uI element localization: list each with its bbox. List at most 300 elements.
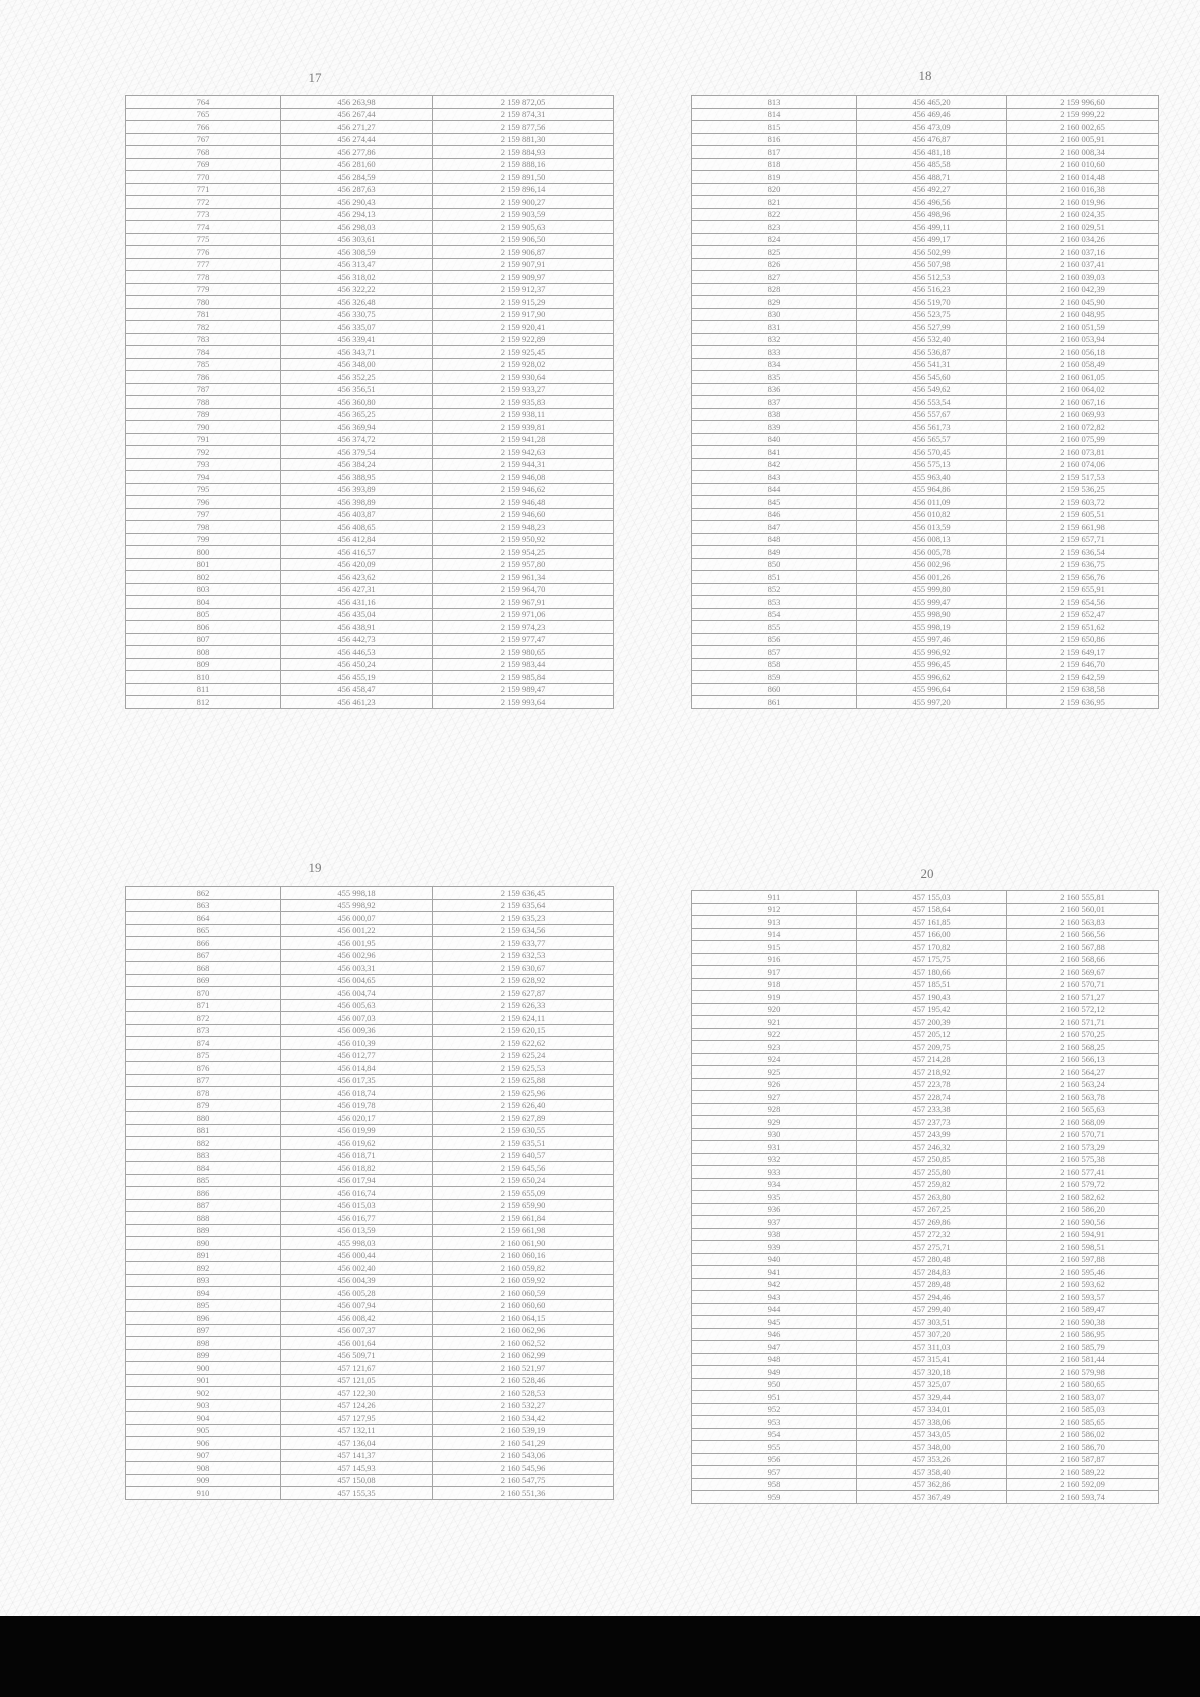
table-row bbox=[126, 1012, 614, 1025]
x-coordinate-cell: 456 010,82 bbox=[857, 508, 1007, 521]
y-coordinate-cell: 2 160 059,92 bbox=[433, 1274, 614, 1287]
y-coordinate-cell: 2 159 625,96 bbox=[433, 1087, 614, 1100]
point-number-cell: 795 bbox=[126, 483, 281, 496]
x-coordinate-cell: 456 450,24 bbox=[281, 658, 433, 671]
y-coordinate-cell: 2 160 586,70 bbox=[1007, 1441, 1159, 1454]
x-coordinate-cell: 456 461,23 bbox=[281, 696, 433, 709]
x-coordinate-cell: 456 343,71 bbox=[281, 346, 433, 359]
x-coordinate-cell: 456 001,22 bbox=[281, 924, 433, 937]
point-number-cell: 789 bbox=[126, 408, 281, 421]
table-row bbox=[692, 671, 1159, 684]
x-coordinate-cell: 456 469,46 bbox=[857, 108, 1007, 121]
table-row bbox=[126, 183, 614, 196]
table-row bbox=[126, 1024, 614, 1037]
y-coordinate-cell: 2 159 649,17 bbox=[1007, 646, 1159, 659]
x-coordinate-cell: 457 166,00 bbox=[857, 928, 1007, 941]
y-coordinate-cell: 2 159 642,59 bbox=[1007, 671, 1159, 684]
y-coordinate-cell: 2 159 920,41 bbox=[433, 321, 614, 334]
point-number-cell: 889 bbox=[126, 1224, 281, 1237]
x-coordinate-cell: 457 325,07 bbox=[857, 1378, 1007, 1391]
x-coordinate-cell: 456 294,13 bbox=[281, 208, 433, 221]
point-number-cell: 780 bbox=[126, 296, 281, 309]
point-number-cell: 835 bbox=[692, 371, 857, 384]
y-coordinate-cell: 2 159 636,45 bbox=[433, 887, 614, 900]
table-row bbox=[692, 1203, 1159, 1216]
y-coordinate-cell: 2 160 575,38 bbox=[1007, 1153, 1159, 1166]
table-row bbox=[692, 433, 1159, 446]
point-number-cell: 772 bbox=[126, 196, 281, 209]
point-number-cell: 791 bbox=[126, 433, 281, 446]
x-coordinate-cell: 457 170,82 bbox=[857, 941, 1007, 954]
y-coordinate-cell: 2 160 074,06 bbox=[1007, 458, 1159, 471]
x-coordinate-cell: 456 011,09 bbox=[857, 496, 1007, 509]
point-number-cell: 907 bbox=[126, 1449, 281, 1462]
table-row bbox=[692, 1153, 1159, 1166]
table-row bbox=[126, 108, 614, 121]
point-number-cell: 836 bbox=[692, 383, 857, 396]
table-row bbox=[126, 1349, 614, 1362]
table-row bbox=[692, 183, 1159, 196]
table-row bbox=[126, 1262, 614, 1275]
point-number-cell: 805 bbox=[126, 608, 281, 621]
table-row bbox=[692, 1103, 1159, 1116]
y-coordinate-cell: 2 159 938,11 bbox=[433, 408, 614, 421]
x-coordinate-cell: 457 150,08 bbox=[281, 1474, 433, 1487]
x-coordinate-cell: 455 996,62 bbox=[857, 671, 1007, 684]
y-coordinate-cell: 2 159 627,87 bbox=[433, 987, 614, 1000]
table-row bbox=[126, 421, 614, 434]
x-coordinate-cell: 456 287,63 bbox=[281, 183, 433, 196]
point-number-cell: 848 bbox=[692, 533, 857, 546]
point-number-cell: 777 bbox=[126, 258, 281, 271]
x-coordinate-cell: 457 334,01 bbox=[857, 1403, 1007, 1416]
x-coordinate-cell: 456 322,22 bbox=[281, 283, 433, 296]
y-coordinate-cell: 2 159 635,23 bbox=[433, 912, 614, 925]
table-row bbox=[126, 396, 614, 409]
y-coordinate-cell: 2 159 964,70 bbox=[433, 583, 614, 596]
point-number-cell: 819 bbox=[692, 171, 857, 184]
x-coordinate-cell: 457 132,11 bbox=[281, 1424, 433, 1437]
table-row bbox=[126, 96, 614, 109]
x-coordinate-cell: 456 005,63 bbox=[281, 999, 433, 1012]
y-coordinate-cell: 2 159 912,37 bbox=[433, 283, 614, 296]
y-coordinate-cell: 2 160 014,48 bbox=[1007, 171, 1159, 184]
y-coordinate-cell: 2 159 946,08 bbox=[433, 471, 614, 484]
x-coordinate-cell: 457 362,86 bbox=[857, 1478, 1007, 1491]
y-coordinate-cell: 2 160 042,39 bbox=[1007, 283, 1159, 296]
point-number-cell: 958 bbox=[692, 1478, 857, 1491]
point-number-cell: 815 bbox=[692, 121, 857, 134]
x-coordinate-cell: 457 195,42 bbox=[857, 1003, 1007, 1016]
table-row bbox=[126, 271, 614, 284]
point-number-cell: 947 bbox=[692, 1341, 857, 1354]
point-number-cell: 837 bbox=[692, 396, 857, 409]
page-number: 20 bbox=[920, 866, 934, 881]
y-coordinate-cell: 2 159 636,75 bbox=[1007, 558, 1159, 571]
table-row bbox=[692, 121, 1159, 134]
y-coordinate-cell: 2 159 942,63 bbox=[433, 446, 614, 459]
table-row bbox=[692, 246, 1159, 259]
x-coordinate-cell: 457 275,71 bbox=[857, 1241, 1007, 1254]
table-row bbox=[692, 258, 1159, 271]
point-number-cell: 887 bbox=[126, 1199, 281, 1212]
x-coordinate-cell: 457 367,49 bbox=[857, 1491, 1007, 1504]
point-number-cell: 884 bbox=[126, 1162, 281, 1175]
table-row bbox=[692, 1028, 1159, 1041]
y-coordinate-cell: 2 159 930,64 bbox=[433, 371, 614, 384]
x-coordinate-cell: 456 435,04 bbox=[281, 608, 433, 621]
point-number-cell: 817 bbox=[692, 146, 857, 159]
y-coordinate-cell: 2 159 989,47 bbox=[433, 683, 614, 696]
table-row bbox=[692, 321, 1159, 334]
x-coordinate-cell: 456 575,13 bbox=[857, 458, 1007, 471]
point-number-cell: 953 bbox=[692, 1416, 857, 1429]
table-row bbox=[126, 1474, 614, 1487]
x-coordinate-cell: 456 532,40 bbox=[857, 333, 1007, 346]
table-row bbox=[692, 1378, 1159, 1391]
point-number-cell: 917 bbox=[692, 966, 857, 979]
y-coordinate-cell: 2 159 917,90 bbox=[433, 308, 614, 321]
x-coordinate-cell: 456 557,67 bbox=[857, 408, 1007, 421]
y-coordinate-cell: 2 160 010,60 bbox=[1007, 158, 1159, 171]
y-coordinate-cell: 2 159 635,51 bbox=[433, 1137, 614, 1150]
point-number-cell: 875 bbox=[126, 1049, 281, 1062]
point-number-cell: 942 bbox=[692, 1278, 857, 1291]
y-coordinate-cell: 2 160 568,66 bbox=[1007, 953, 1159, 966]
y-coordinate-cell: 2 159 939,81 bbox=[433, 421, 614, 434]
table-row bbox=[692, 916, 1159, 929]
x-coordinate-cell: 457 214,28 bbox=[857, 1053, 1007, 1066]
x-coordinate-cell: 456 007,37 bbox=[281, 1324, 433, 1337]
point-number-cell: 902 bbox=[126, 1387, 281, 1400]
x-coordinate-cell: 456 018,82 bbox=[281, 1162, 433, 1175]
x-coordinate-cell: 456 267,44 bbox=[281, 108, 433, 121]
table-row bbox=[692, 1303, 1159, 1316]
x-coordinate-cell: 457 353,26 bbox=[857, 1453, 1007, 1466]
point-number-cell: 882 bbox=[126, 1137, 281, 1150]
table-row bbox=[692, 371, 1159, 384]
y-coordinate-cell: 2 160 060,60 bbox=[433, 1299, 614, 1312]
table-row bbox=[126, 1249, 614, 1262]
point-number-cell: 824 bbox=[692, 233, 857, 246]
x-coordinate-cell: 456 523,75 bbox=[857, 308, 1007, 321]
table-row bbox=[126, 383, 614, 396]
table-row bbox=[126, 608, 614, 621]
y-coordinate-cell: 2 160 521,97 bbox=[433, 1362, 614, 1375]
point-number-cell: 790 bbox=[126, 421, 281, 434]
table-row bbox=[126, 208, 614, 221]
table-row bbox=[126, 1462, 614, 1475]
table-row bbox=[126, 1199, 614, 1212]
y-coordinate-cell: 2 159 635,64 bbox=[433, 899, 614, 912]
point-number-cell: 912 bbox=[692, 903, 857, 916]
y-coordinate-cell: 2 159 905,63 bbox=[433, 221, 614, 234]
y-coordinate-cell: 2 160 045,90 bbox=[1007, 296, 1159, 309]
point-number-cell: 841 bbox=[692, 446, 857, 459]
y-coordinate-cell: 2 159 622,62 bbox=[433, 1037, 614, 1050]
x-coordinate-cell: 456 009,36 bbox=[281, 1024, 433, 1037]
point-number-cell: 818 bbox=[692, 158, 857, 171]
point-number-cell: 869 bbox=[126, 974, 281, 987]
x-coordinate-cell: 457 280,48 bbox=[857, 1253, 1007, 1266]
table-row bbox=[692, 683, 1159, 696]
table-row bbox=[126, 221, 614, 234]
x-coordinate-cell: 456 004,65 bbox=[281, 974, 433, 987]
point-number-cell: 910 bbox=[126, 1487, 281, 1500]
y-coordinate-cell: 2 160 064,02 bbox=[1007, 383, 1159, 396]
table-row bbox=[692, 158, 1159, 171]
x-coordinate-cell: 456 458,47 bbox=[281, 683, 433, 696]
x-coordinate-cell: 456 004,74 bbox=[281, 987, 433, 1000]
x-coordinate-cell: 456 356,51 bbox=[281, 383, 433, 396]
y-coordinate-cell: 2 160 585,03 bbox=[1007, 1403, 1159, 1416]
x-coordinate-cell: 456 339,41 bbox=[281, 333, 433, 346]
point-number-cell: 872 bbox=[126, 1012, 281, 1025]
table-row bbox=[692, 96, 1159, 109]
y-coordinate-cell: 2 159 650,24 bbox=[433, 1174, 614, 1187]
table-row bbox=[126, 962, 614, 975]
table-row bbox=[692, 1416, 1159, 1429]
x-coordinate-cell: 457 122,30 bbox=[281, 1387, 433, 1400]
y-coordinate-cell: 2 159 906,50 bbox=[433, 233, 614, 246]
y-coordinate-cell: 2 160 585,65 bbox=[1007, 1416, 1159, 1429]
y-coordinate-cell: 2 160 002,65 bbox=[1007, 121, 1159, 134]
y-coordinate-cell: 2 160 583,07 bbox=[1007, 1391, 1159, 1404]
table-row bbox=[126, 546, 614, 559]
point-number-cell: 812 bbox=[126, 696, 281, 709]
x-coordinate-cell: 455 996,92 bbox=[857, 646, 1007, 659]
point-number-cell: 951 bbox=[692, 1391, 857, 1404]
point-number-cell: 876 bbox=[126, 1062, 281, 1075]
x-coordinate-cell: 456 416,57 bbox=[281, 546, 433, 559]
table-row bbox=[126, 621, 614, 634]
point-number-cell: 867 bbox=[126, 949, 281, 962]
x-coordinate-cell: 457 263,80 bbox=[857, 1191, 1007, 1204]
y-coordinate-cell: 2 160 532,27 bbox=[433, 1399, 614, 1412]
y-coordinate-cell: 2 160 547,75 bbox=[433, 1474, 614, 1487]
point-number-cell: 792 bbox=[126, 446, 281, 459]
x-coordinate-cell: 457 358,40 bbox=[857, 1466, 1007, 1479]
x-coordinate-cell: 456 365,25 bbox=[281, 408, 433, 421]
table-row bbox=[126, 283, 614, 296]
y-coordinate-cell: 2 159 626,40 bbox=[433, 1099, 614, 1112]
x-coordinate-cell: 456 476,87 bbox=[857, 133, 1007, 146]
table-row bbox=[126, 1337, 614, 1350]
x-coordinate-cell: 457 145,93 bbox=[281, 1462, 433, 1475]
x-coordinate-cell: 456 438,91 bbox=[281, 621, 433, 634]
table-row bbox=[692, 1041, 1159, 1054]
x-coordinate-cell: 456 384,24 bbox=[281, 458, 433, 471]
point-number-cell: 860 bbox=[692, 683, 857, 696]
y-coordinate-cell: 2 160 592,09 bbox=[1007, 1478, 1159, 1491]
table-row bbox=[692, 171, 1159, 184]
x-coordinate-cell: 455 997,46 bbox=[857, 633, 1007, 646]
y-coordinate-cell: 2 159 633,77 bbox=[433, 937, 614, 950]
y-coordinate-cell: 2 159 922,89 bbox=[433, 333, 614, 346]
point-number-cell: 900 bbox=[126, 1362, 281, 1375]
table-row bbox=[126, 246, 614, 259]
table-row bbox=[126, 471, 614, 484]
x-coordinate-cell: 457 141,37 bbox=[281, 1449, 433, 1462]
y-coordinate-cell: 2 159 655,09 bbox=[433, 1187, 614, 1200]
point-number-cell: 779 bbox=[126, 283, 281, 296]
y-coordinate-cell: 2 159 971,06 bbox=[433, 608, 614, 621]
x-coordinate-cell: 456 516,23 bbox=[857, 283, 1007, 296]
table-row bbox=[692, 621, 1159, 634]
x-coordinate-cell: 456 003,31 bbox=[281, 962, 433, 975]
y-coordinate-cell: 2 160 585,79 bbox=[1007, 1341, 1159, 1354]
coordinates-table-page-20 bbox=[691, 890, 1159, 1504]
point-number-cell: 909 bbox=[126, 1474, 281, 1487]
x-coordinate-cell: 456 271,27 bbox=[281, 121, 433, 134]
x-coordinate-cell: 456 000,07 bbox=[281, 912, 433, 925]
x-coordinate-cell: 457 185,51 bbox=[857, 978, 1007, 991]
y-coordinate-cell: 2 159 620,15 bbox=[433, 1024, 614, 1037]
y-coordinate-cell: 2 159 993,64 bbox=[433, 696, 614, 709]
y-coordinate-cell: 2 159 974,23 bbox=[433, 621, 614, 634]
point-number-cell: 927 bbox=[692, 1091, 857, 1104]
x-coordinate-cell: 456 002,96 bbox=[281, 949, 433, 962]
point-number-cell: 844 bbox=[692, 483, 857, 496]
y-coordinate-cell: 2 159 640,57 bbox=[433, 1149, 614, 1162]
x-coordinate-cell: 457 243,99 bbox=[857, 1128, 1007, 1141]
table-row bbox=[692, 283, 1159, 296]
y-coordinate-cell: 2 159 961,34 bbox=[433, 571, 614, 584]
table-row bbox=[692, 458, 1159, 471]
x-coordinate-cell: 457 338,06 bbox=[857, 1416, 1007, 1429]
y-coordinate-cell: 2 159 888,16 bbox=[433, 158, 614, 171]
point-number-cell: 863 bbox=[126, 899, 281, 912]
x-coordinate-cell: 456 020,17 bbox=[281, 1112, 433, 1125]
point-number-cell: 895 bbox=[126, 1299, 281, 1312]
point-number-cell: 768 bbox=[126, 146, 281, 159]
y-coordinate-cell: 2 160 059,82 bbox=[433, 1262, 614, 1275]
x-coordinate-cell: 455 998,90 bbox=[857, 608, 1007, 621]
y-coordinate-cell: 2 160 569,67 bbox=[1007, 966, 1159, 979]
y-coordinate-cell: 2 160 061,05 bbox=[1007, 371, 1159, 384]
y-coordinate-cell: 2 159 891,50 bbox=[433, 171, 614, 184]
y-coordinate-cell: 2 160 580,65 bbox=[1007, 1378, 1159, 1391]
x-coordinate-cell: 456 379,54 bbox=[281, 446, 433, 459]
point-number-cell: 950 bbox=[692, 1378, 857, 1391]
table-row bbox=[692, 1116, 1159, 1129]
y-coordinate-cell: 2 160 073,81 bbox=[1007, 446, 1159, 459]
point-number-cell: 781 bbox=[126, 308, 281, 321]
table-row bbox=[692, 583, 1159, 596]
x-coordinate-cell: 456 019,99 bbox=[281, 1124, 433, 1137]
x-coordinate-cell: 456 492,27 bbox=[857, 183, 1007, 196]
table-row bbox=[126, 974, 614, 987]
y-coordinate-cell: 2 160 064,15 bbox=[433, 1312, 614, 1325]
y-coordinate-cell: 2 160 595,46 bbox=[1007, 1266, 1159, 1279]
x-coordinate-cell: 456 001,95 bbox=[281, 937, 433, 950]
point-number-cell: 803 bbox=[126, 583, 281, 596]
y-coordinate-cell: 2 160 029,51 bbox=[1007, 221, 1159, 234]
point-number-cell: 913 bbox=[692, 916, 857, 929]
y-coordinate-cell: 2 159 996,60 bbox=[1007, 96, 1159, 109]
x-coordinate-cell: 456 536,87 bbox=[857, 346, 1007, 359]
table-row bbox=[692, 546, 1159, 559]
point-number-cell: 916 bbox=[692, 953, 857, 966]
x-coordinate-cell: 456 005,78 bbox=[857, 546, 1007, 559]
point-number-cell: 766 bbox=[126, 121, 281, 134]
y-coordinate-cell: 2 159 884,93 bbox=[433, 146, 614, 159]
x-coordinate-cell: 456 007,03 bbox=[281, 1012, 433, 1025]
y-coordinate-cell: 2 160 545,96 bbox=[433, 1462, 614, 1475]
y-coordinate-cell: 2 159 954,25 bbox=[433, 546, 614, 559]
table-row bbox=[126, 458, 614, 471]
table-row bbox=[692, 1278, 1159, 1291]
y-coordinate-cell: 2 160 593,74 bbox=[1007, 1491, 1159, 1504]
x-coordinate-cell: 457 307,20 bbox=[857, 1328, 1007, 1341]
table-row bbox=[126, 446, 614, 459]
point-number-cell: 956 bbox=[692, 1453, 857, 1466]
point-number-cell: 845 bbox=[692, 496, 857, 509]
table-row bbox=[126, 633, 614, 646]
point-number-cell: 771 bbox=[126, 183, 281, 196]
point-number-cell: 846 bbox=[692, 508, 857, 521]
point-number-cell: 957 bbox=[692, 1466, 857, 1479]
point-number-cell: 929 bbox=[692, 1116, 857, 1129]
y-coordinate-cell: 2 160 568,25 bbox=[1007, 1041, 1159, 1054]
table-body bbox=[692, 891, 1159, 1504]
table-row bbox=[126, 321, 614, 334]
y-coordinate-cell: 2 159 634,56 bbox=[433, 924, 614, 937]
table-row bbox=[692, 1266, 1159, 1279]
x-coordinate-cell: 457 289,48 bbox=[857, 1278, 1007, 1291]
x-coordinate-cell: 457 200,39 bbox=[857, 1016, 1007, 1029]
y-coordinate-cell: 2 160 571,71 bbox=[1007, 1016, 1159, 1029]
point-number-cell: 804 bbox=[126, 596, 281, 609]
x-coordinate-cell: 457 267,25 bbox=[857, 1203, 1007, 1216]
table-row bbox=[126, 296, 614, 309]
y-coordinate-cell: 2 160 579,72 bbox=[1007, 1178, 1159, 1191]
y-coordinate-cell: 2 160 586,95 bbox=[1007, 1328, 1159, 1341]
point-number-cell: 857 bbox=[692, 646, 857, 659]
y-coordinate-cell: 2 159 650,86 bbox=[1007, 633, 1159, 646]
point-number-cell: 939 bbox=[692, 1241, 857, 1254]
y-coordinate-cell: 2 159 999,22 bbox=[1007, 108, 1159, 121]
point-number-cell: 825 bbox=[692, 246, 857, 259]
table-row bbox=[126, 358, 614, 371]
table-row bbox=[692, 1291, 1159, 1304]
y-coordinate-cell: 2 159 907,91 bbox=[433, 258, 614, 271]
table-row bbox=[126, 408, 614, 421]
point-number-cell: 849 bbox=[692, 546, 857, 559]
table-row bbox=[692, 421, 1159, 434]
y-coordinate-cell: 2 160 586,02 bbox=[1007, 1428, 1159, 1441]
table-row bbox=[692, 571, 1159, 584]
table-row bbox=[126, 924, 614, 937]
x-coordinate-cell: 457 250,85 bbox=[857, 1153, 1007, 1166]
y-coordinate-cell: 2 160 019,96 bbox=[1007, 196, 1159, 209]
point-number-cell: 915 bbox=[692, 941, 857, 954]
point-number-cell: 897 bbox=[126, 1324, 281, 1337]
point-number-cell: 945 bbox=[692, 1316, 857, 1329]
point-number-cell: 946 bbox=[692, 1328, 857, 1341]
table-row bbox=[126, 1387, 614, 1400]
point-number-cell: 783 bbox=[126, 333, 281, 346]
table-row bbox=[126, 1087, 614, 1100]
point-number-cell: 894 bbox=[126, 1287, 281, 1300]
x-coordinate-cell: 457 284,83 bbox=[857, 1266, 1007, 1279]
x-coordinate-cell: 456 519,70 bbox=[857, 296, 1007, 309]
y-coordinate-cell: 2 159 896,14 bbox=[433, 183, 614, 196]
table-row bbox=[126, 937, 614, 950]
x-coordinate-cell: 455 998,92 bbox=[281, 899, 433, 912]
x-coordinate-cell: 456 408,65 bbox=[281, 521, 433, 534]
y-coordinate-cell: 2 159 605,51 bbox=[1007, 508, 1159, 521]
